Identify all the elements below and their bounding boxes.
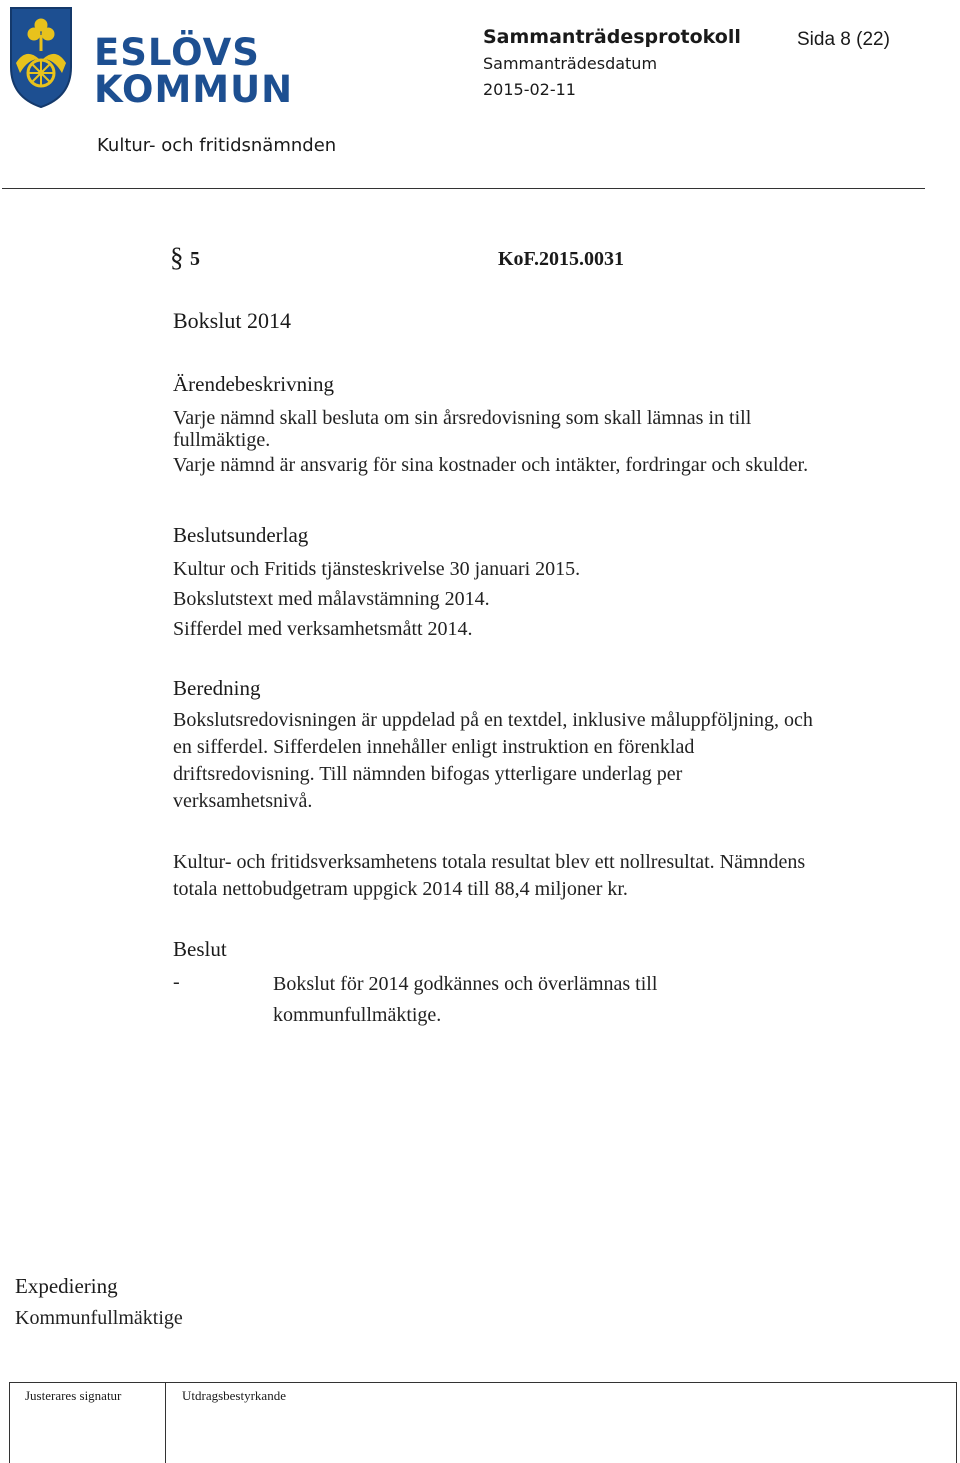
meeting-date: 2015-02-11 [483, 80, 576, 99]
coat-of-arms-icon [8, 5, 74, 109]
signature-cell-divider-mid [165, 1382, 166, 1463]
list-item: Kultur och Fritids tjänsteskrivelse 30 januari 2015. [173, 558, 581, 580]
beslutsunderlag-list [173, 554, 580, 644]
department-name: Kultur- och fritidsnämnden [97, 135, 337, 156]
beredning-paragraph-2 [173, 849, 933, 903]
logo-line-1: ESLÖVS [94, 31, 260, 74]
heading-arendebeskrivning: Ärendebeskrivning [173, 372, 334, 396]
case-title: Bokslut 2014 [173, 308, 291, 333]
text-line: totala nettobudgetram uppgick 2014 till 88,4 miljoner kr. [173, 878, 628, 900]
list-item: Bokslutstext med målavstämning 2014. [173, 588, 490, 610]
signature-label: Justerares signatur [25, 1388, 122, 1403]
municipality-logo [8, 5, 294, 111]
text-line: verksamhetsnivå. [173, 790, 313, 812]
excerpt-label: Utdragsbestyrkande [182, 1388, 286, 1403]
heading-beredning: Beredning [173, 676, 261, 700]
text-line: Varje nämnd skall besluta om sin årsredovisning som skall lämnas in till [173, 407, 752, 429]
case-number: 5 [190, 248, 200, 270]
text-line: Varje nämnd är ansvarig för sina kostnader och intäkter, fordringar och skulder. [173, 454, 809, 476]
heading-expediering: Expediering [15, 1274, 118, 1298]
beredning-paragraph-1 [173, 707, 933, 815]
text-line: en sifferdel. Sifferdelen innehåller enligt instruktion en förenklad [173, 736, 695, 758]
meeting-date-label: Sammanträdesdatum [483, 54, 658, 73]
document-title: Sammanträdesprotokoll [483, 26, 741, 48]
logo-line-2: KOMMUN [94, 68, 294, 111]
list-item: Sifferdel med verksamhetsmått 2014. [173, 618, 473, 640]
text-line: Kultur- och fritidsverksamhetens totala resultat blev ett nollresultat. Nämndens [173, 851, 806, 873]
header-divider [2, 188, 925, 189]
text-line: Bokslutsredovisningen är uppdelad på en textdel, inklusive måluppföljning, och [173, 709, 813, 731]
text-line: driftsredovisning. Till nämnden bifogas ytterligare underlag per [173, 763, 683, 785]
text-line: fullmäktige. [173, 429, 271, 451]
expediering-recipient: Kommunfullmäktige [15, 1307, 183, 1329]
beslut-bullet: - [173, 971, 180, 993]
text-line: Bokslut för 2014 godkännes och överlämnas till [273, 973, 658, 995]
heading-beslut: Beslut [173, 937, 227, 961]
signature-cell-divider-right [956, 1382, 957, 1463]
signature-table-top-border [9, 1382, 957, 1383]
section-symbol: § [170, 242, 184, 272]
case-reference: KoF.2015.0031 [498, 248, 624, 270]
beslut-text [273, 969, 657, 1031]
signature-table [9, 1382, 957, 1463]
page-number: Sida 8 (22) [797, 29, 890, 50]
signature-cell-divider-left [9, 1382, 10, 1463]
text-line: kommunfullmäktige. [273, 1004, 442, 1026]
arendebeskrivning-text [173, 405, 913, 479]
heading-beslutsunderlag: Beslutsunderlag [173, 523, 309, 547]
